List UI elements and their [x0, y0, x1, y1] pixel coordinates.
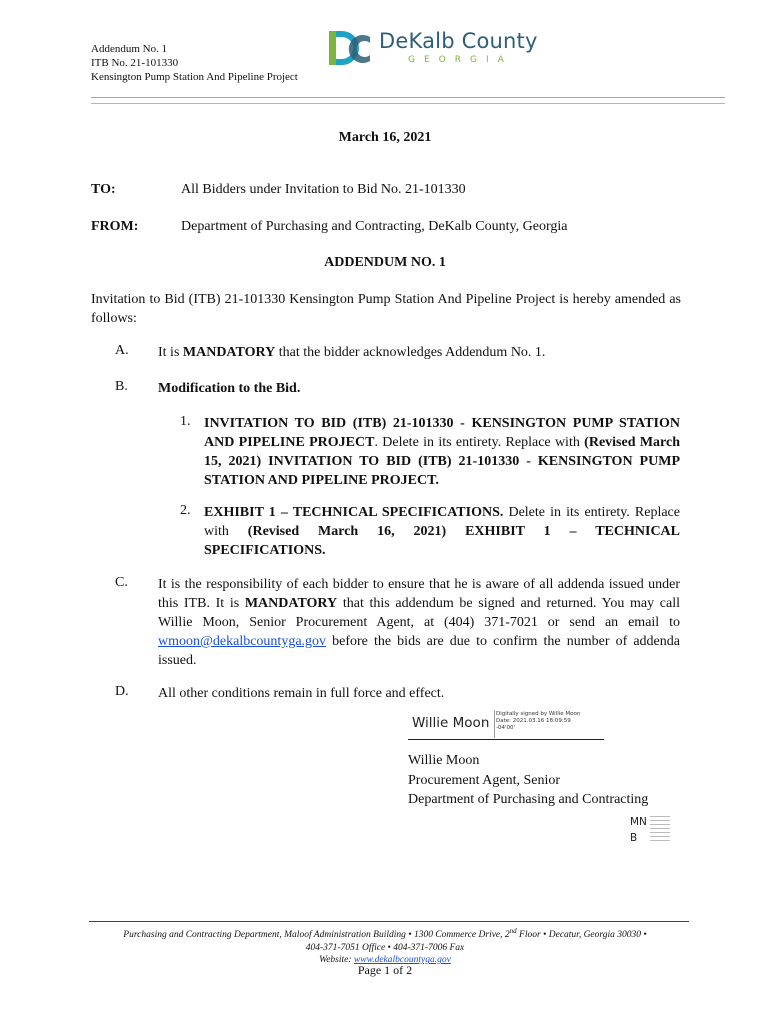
item-c-post: before the bids are due to confirm the number of addenda issued.: [158, 634, 680, 668]
initials-fine-print: [650, 816, 670, 842]
digital-signature-details: [496, 711, 580, 732]
footer-address-pre: Purchasing and Contracting Department, Maloof Administration Building • 1300 Commerce Drive, 2: [123, 930, 510, 941]
dekalb-county-logo: [328, 28, 538, 70]
addendum-title: ADDENDUM NO. 1: [324, 255, 446, 270]
item-b1-number: 1.: [180, 414, 191, 429]
dc-monogram-icon: [328, 28, 372, 70]
document-header: [91, 42, 298, 84]
item-b2-text: [204, 503, 680, 560]
item-d-text: All other conditions remain in full force and effect.: [158, 686, 445, 701]
item-b-title: Modification to the Bid.: [158, 381, 301, 396]
page-number: Page 1 of 2: [357, 963, 413, 977]
digital-signature-divider: [494, 710, 495, 738]
document-date: March 16, 2021: [338, 130, 432, 145]
header-rule-green: [91, 103, 725, 104]
initials-stamp: [630, 814, 674, 846]
initials-line-1: MN: [630, 816, 647, 828]
signer-name: Willie Moon: [408, 753, 480, 768]
item-c-mid: that this addendum be signed and returned. You may call Willie Moon, Senior Procurement Agent, at (404) 371-7021 or send an email to: [158, 596, 680, 630]
item-a-letter: A.: [115, 343, 129, 358]
to-label: TO:: [91, 182, 116, 197]
item-b2-normal: Delete in its entirety. Replace with: [204, 505, 680, 539]
footer-website-label: Website:: [319, 955, 354, 966]
intro-paragraph: Invitation to Bid (ITB) 21-101330 Kensington Pump Station And Pipeline Project is hereby amended as follows:: [91, 292, 681, 326]
item-b2-bold1: EXHIBIT 1 – TECHNICAL SPECIFICATIONS.: [204, 505, 504, 520]
item-c-mandatory: MANDATORY: [244, 596, 338, 611]
item-b1-bold1: INVITATION TO BID (ITB) 21-101330 - KENSINGTON PUMP STATION AND PIPELINE PROJECT: [204, 416, 680, 450]
item-b1-normal: . Delete in its entirety. Replace with: [374, 435, 585, 450]
item-d-letter: D.: [115, 684, 129, 699]
itb-number: ITB No. 21-101330: [91, 57, 179, 69]
email-link[interactable]: wmoon@dekalbcountyga.gov: [158, 634, 327, 649]
item-b1-text: [204, 414, 680, 490]
item-c-letter: C.: [115, 575, 128, 590]
footer-rule: [89, 921, 689, 922]
footer-address: [0, 925, 770, 942]
item-b1-bold2: (Revised March 15, 2021) INVITATION TO BID (ITB) 21-101330 - KENSINGTON PUMP STATION AND PIPELINE PROJECT.: [204, 435, 680, 488]
addendum-number: Addendum No. 1: [91, 43, 168, 55]
footer: [0, 925, 770, 967]
digital-signature-note-3: -04'00': [496, 725, 516, 731]
to-value: All Bidders under Invitation to Bid No. 21-101330: [181, 182, 466, 197]
signature-line: [408, 739, 604, 740]
footer-address-post: Floor • Decatur, Georgia 30030 •: [516, 930, 647, 941]
logo-name: DeKalb County: [379, 29, 538, 53]
item-b2-number: 2.: [180, 503, 191, 518]
header-rule-blue: [91, 97, 725, 98]
item-b-letter: B.: [115, 379, 128, 394]
initials-line-2: B: [630, 832, 638, 844]
item-a-pre: It is: [158, 345, 183, 360]
item-a-mandatory: MANDATORY: [182, 345, 276, 360]
project-name: Kensington Pump Station And Pipeline Project: [91, 71, 298, 83]
from-label: FROM:: [91, 219, 139, 234]
item-b2-bold2: (Revised March 16, 2021) EXHIBIT 1 – TECHNICAL SPECIFICATIONS.: [204, 524, 680, 558]
from-value: Department of Purchasing and Contracting, DeKalb County, Georgia: [181, 219, 568, 234]
footer-address-sup: nd: [509, 927, 517, 935]
item-a-post: that the bidder acknowledges Addendum No. 1.: [275, 345, 546, 360]
logo-state: GEORGIA: [408, 55, 513, 65]
digital-signature-note-1: Digitally signed by Willie Moon: [496, 711, 581, 717]
signer-department: Department of Purchasing and Contracting: [408, 792, 649, 807]
digital-signature[interactable]: [408, 706, 604, 742]
footer-phone: 404-371-7051 Office • 404-371-7006 Fax: [305, 942, 465, 953]
item-a-text: [158, 343, 680, 362]
item-c-pre: It is the responsibility of each bidder to ensure that he is aware of all addenda issued under this ITB. It is: [158, 577, 680, 611]
initials-text: [630, 814, 647, 846]
signer-title: Procurement Agent, Senior: [408, 772, 561, 788]
signature-block: [408, 751, 648, 810]
digital-signature-name: Willie Moon: [412, 715, 490, 731]
digital-signature-note-2: Date: 2021.03.16 18:09:59: [496, 718, 571, 724]
item-c-text: [158, 575, 680, 670]
website-link[interactable]: www.dekalbcountyga.gov: [353, 955, 451, 966]
